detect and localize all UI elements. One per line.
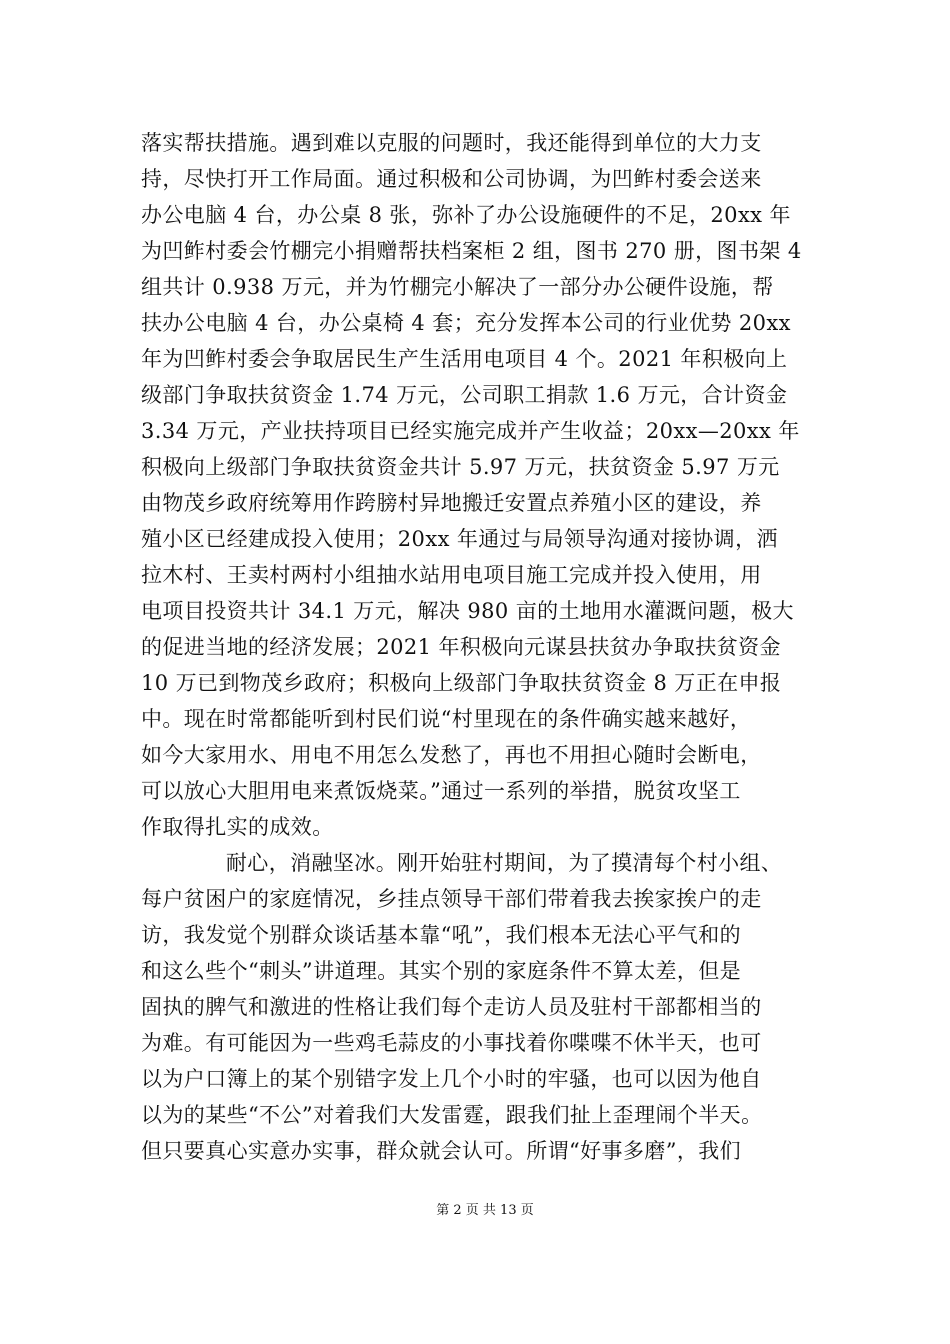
- page-number: 第 2 页 共 13 页: [436, 1203, 534, 1218]
- body-text-line: 殖小区已经建成投入使用；20xx 年通过与局领导沟通对接协调，洒: [141, 527, 778, 551]
- body-text-line: 级部门争取扶贫资金 1.74 万元，公司职工捐款 1.6 万元，合计资金: [141, 383, 788, 407]
- page-footer: [0, 1203, 950, 1219]
- body-text-line: 年为凹鲊村委会争取居民生产生活用电项目 4 个。2021 年积极向上: [141, 347, 788, 371]
- body-text-line: 每户贫困户的家庭情况，乡挂点领导干部们带着我去挨家挨户的走: [141, 887, 762, 911]
- body-text-line: 10 万已到物茂乡政府；积极向上级部门争取扶贫资金 8 万正在申报: [141, 671, 782, 695]
- body-text-line: 访，我发觉个别群众谈话基本靠“吼”，我们根本无法心平气和的: [141, 923, 742, 947]
- body-text-line: 固执的脾气和激进的性格让我们每个走访人员及驻村干部都相当的: [141, 995, 762, 1019]
- body-text-line: 持，尽快打开工作局面。通过积极和公司协调，为凹鲊村委会送来: [141, 167, 762, 191]
- body-text-line: 和这么些个“刺头”讲道理。其实个别的家庭条件不算太差，但是: [141, 959, 742, 983]
- body-text-line: 中。现在时常都能听到村民们说“村里现在的条件确实越来越好，: [141, 707, 752, 731]
- body-text-line: 的促进当地的经济发展；2021 年积极向元谋县扶贫办争取扶贫资金: [141, 635, 781, 659]
- body-text-line: 组共计 0.938 万元，并为竹棚完小解决了一部分办公硬件设施，帮: [141, 275, 774, 299]
- body-text-line: 3.34 万元，产业扶持项目已经实施完成并产生收益；20xx—20xx 年: [141, 419, 800, 443]
- body-text-line: 为难。有可能因为一些鸡毛蒜皮的小事找着你喋喋不休半天，也可: [141, 1031, 762, 1055]
- body-text-line: 以为的某些“不公”对着我们大发雷霆，跟我们扯上歪理闹个半天。: [141, 1103, 763, 1127]
- body-text-line: 但只要真心实意办实事，群众就会认可。所谓“好事多磨”，我们: [141, 1139, 742, 1163]
- body-text-line: 为凹鲊村委会竹棚完小捐赠帮扶档案柜 2 组，图书 270 册，图书架 4: [141, 239, 802, 263]
- body-text-line: 拉木村、王卖村两村小组抽水站用电项目施工完成并投入使用，用: [141, 563, 762, 587]
- body-text-line: 可以放心大胆用电来煮饭烧菜。”通过一系列的举措，脱贫攻坚工: [141, 779, 741, 803]
- body-text-line: 落实帮扶措施。遇到难以克服的问题时，我还能得到单位的大力支: [141, 131, 762, 155]
- paragraph-start-line: 耐心，消融坚冰。刚开始驻村期间，为了摸清每个村小组、: [141, 851, 783, 875]
- body-text-line: 扶办公电脑 4 台，办公桌椅 4 套；充分发挥本公司的行业优势 20xx: [141, 311, 791, 335]
- body-text-line: 办公电脑 4 台，办公桌 8 张，弥补了办公设施硬件的不足，20xx 年: [141, 203, 791, 227]
- body-text-line: 以为户口簿上的某个别错字发上几个小时的牢骚，也可以因为他自: [141, 1067, 762, 1091]
- body-text-line: 如今大家用水、用电不用怎么发愁了，再也不用担心随时会断电，: [141, 743, 762, 767]
- body-text-line: 由物茂乡政府统筹用作跨膀村异地搬迁安置点养殖小区的建设，养: [141, 491, 762, 515]
- body-text-line: 作取得扎实的成效。: [141, 815, 334, 839]
- body-text-line: 积极向上级部门争取扶贫资金共计 5.97 万元，扶贫资金 5.97 万元: [141, 455, 780, 479]
- body-text-line: 电项目投资共计 34.1 万元，解决 980 亩的土地用水灌溉问题，极大: [141, 599, 794, 623]
